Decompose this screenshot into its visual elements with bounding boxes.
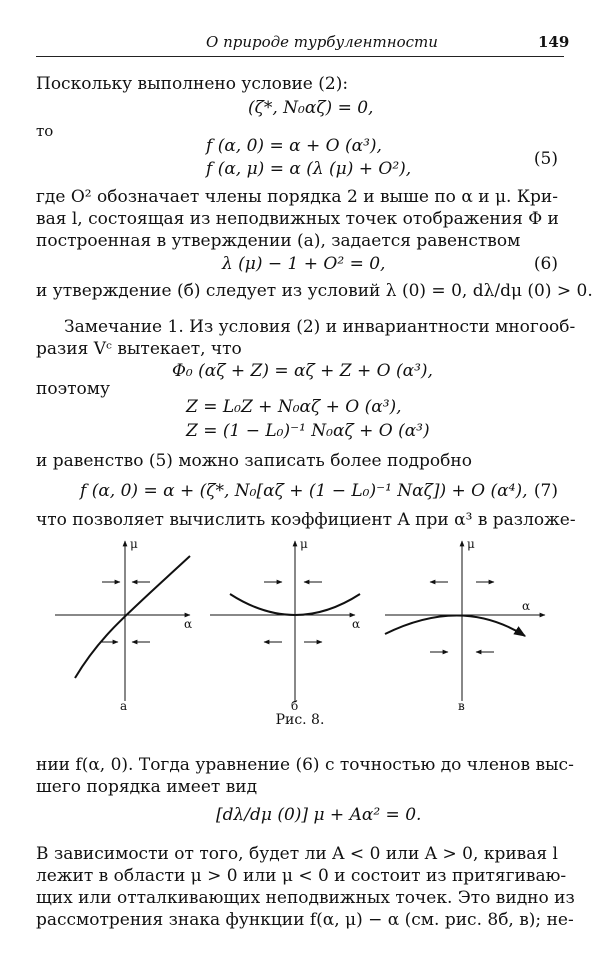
text-line: то [36,122,54,140]
axis-label-mu: μ [300,537,308,551]
header-rule [36,56,564,57]
axis-label-alpha: α [522,599,531,613]
text-line: разия Vᶜ вытекает, что [36,339,242,359]
axis-label-mu: μ [467,537,475,551]
equation-2a: f (α, 0) = α + O (α³), [206,136,382,156]
text-line: Поскольку выполнено условие (2): [36,74,349,94]
panel-a [55,541,193,701]
figure-caption: Рис. 8. [275,712,325,728]
text-line: В зависимости от того, будет ли A < 0 или A > 0, кривая l [36,844,558,864]
equation-5a: Z = L₀Z + N₀αζ + O (α³), [186,397,402,417]
text-line: и утверждение (б) следует из условий λ (0) = 0, dλ/dμ (0) > 0. [36,281,593,301]
equation-7: [dλ/dμ (0)] μ + Aα² = 0. [216,805,422,825]
panel-c [385,541,545,701]
running-title: О природе турбулентности [206,33,438,51]
equation-2b: f (α, μ) = α (λ (μ) + O²), [206,159,412,179]
axis-label-mu: μ [130,537,138,551]
equation-1: (ζ*, N₀αζ) = 0, [248,98,374,118]
panel-label-c: в [458,699,465,713]
text-line: что позволяет вычислить коэффициент A при α³ в разложе- [36,510,576,530]
text-line: построенная в утверждении (а), задается равенством [36,231,521,251]
equation-3: λ (μ) − 1 + O² = 0, [222,254,386,274]
panel-label-b: б [291,699,299,713]
equation-number: (7) [533,481,558,501]
text-line: и равенство (5) можно записать более подробно [36,451,472,471]
text-line: поэтому [36,379,110,399]
axis-label-alpha: α [184,617,193,631]
text-line: где O² обозначает члены порядка 2 и выше по α и μ. Кри- [36,187,558,207]
text-line: щих или отталкивающих неподвижных точек. Это видно из [36,888,575,908]
text-line: шего порядка имеет вид [36,777,258,797]
panel-label-a: а [120,699,128,713]
text-line: лежит в области μ > 0 или μ < 0 и состоит из притягиваю- [36,866,567,886]
equation-number: (5) [533,149,558,169]
text-line: рассмотрения знака функции f(α, μ) − α (см. рис. 8б, в); не- [36,910,574,930]
page-header [0,30,600,56]
equation-4: Φ₀ (αζ + Z) = αζ + Z + O (α³), [172,361,433,381]
text-line: Замечание 1. Из условия (2) и инвариантности многооб- [64,317,576,337]
text-line: вая l, состоящая из неподвижных точек отображения Φ и [36,209,559,229]
equation-number: (6) [533,254,558,274]
text-line: нии f(α, 0). Тогда уравнение (6) с точностью до членов выс- [36,755,574,775]
equation-5b: Z = (1 − L₀)⁻¹ N₀αζ + O (α³) [186,421,430,441]
figure-8 [50,536,560,736]
panel-b [210,541,360,701]
page-number: 149 [538,33,570,51]
axis-label-alpha: α [352,617,361,631]
equation-6: f (α, 0) = α + (ζ*, N₀[αζ + (1 − L₀)⁻¹ Nαζ]) + O (α⁴), [80,481,528,501]
